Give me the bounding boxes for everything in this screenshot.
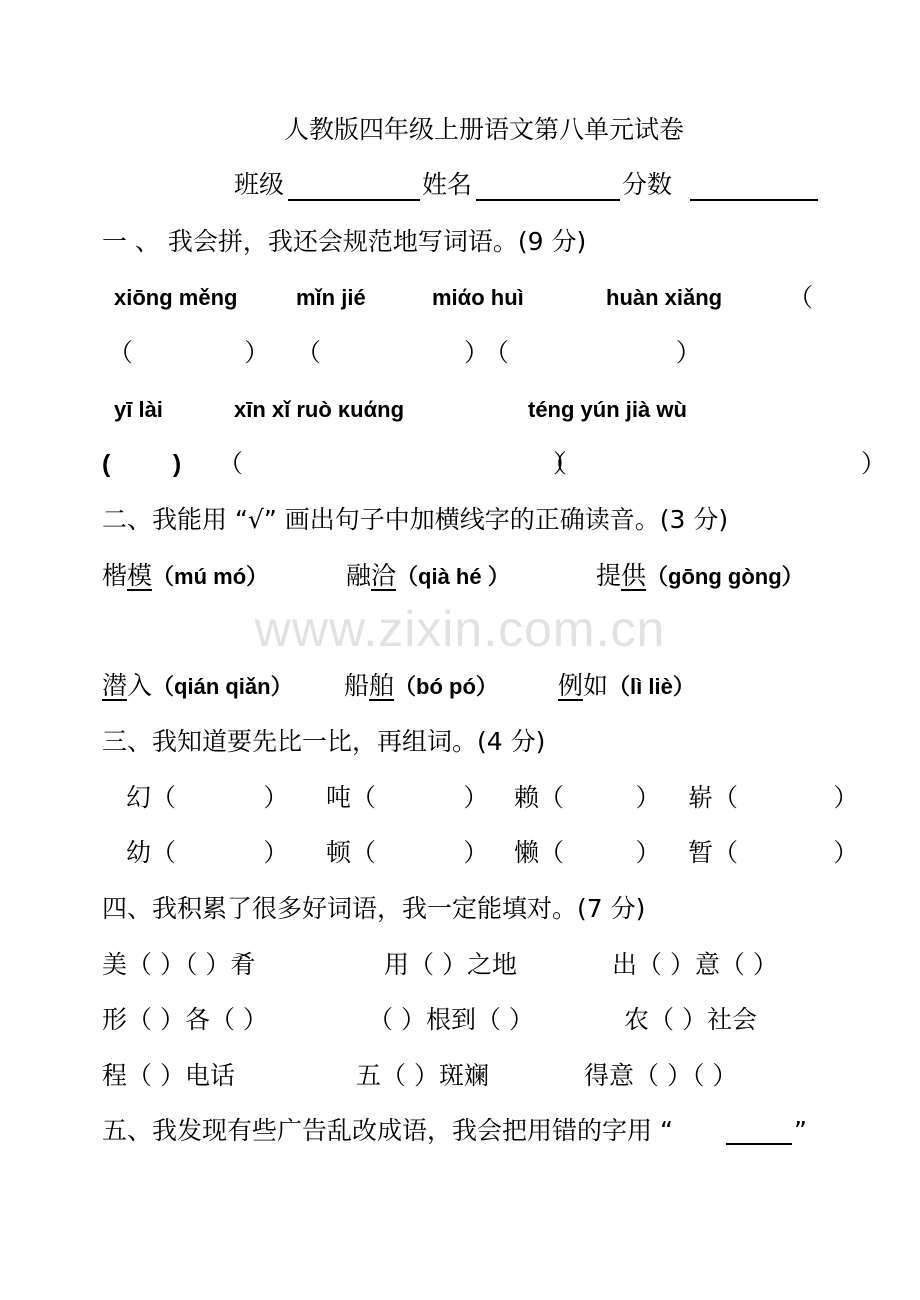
q2-underlined-char: 潜 — [102, 671, 128, 700]
q3-char: 吨 — [326, 783, 352, 812]
answer-box[interactable]: （ ） — [484, 338, 701, 367]
title-line — [0, 110, 920, 150]
name-label: 姓名 — [422, 170, 473, 199]
score-label: 分数 — [622, 170, 673, 199]
q5-heading-tail: ” — [794, 1116, 807, 1145]
q3-char: 暂 — [688, 838, 714, 867]
q2-word-char: 楷 — [102, 561, 128, 590]
pinyin-item: miάo huì — [432, 285, 524, 310]
class-blank[interactable] — [288, 199, 420, 201]
q1-heading-line — [0, 222, 920, 262]
q4-item[interactable]: 五（ ）斑斓 — [356, 1061, 489, 1090]
q1-heading: 一 、 我会拼，我还会规范地写词语。(9 分) — [102, 227, 587, 256]
pinyin-item: xiōng měng — [114, 285, 238, 310]
q1-pinyin-row2 — [0, 390, 920, 430]
q2-item[interactable] — [344, 666, 498, 707]
answer-box[interactable]: （ ） — [296, 338, 490, 367]
student-info-line — [0, 165, 920, 205]
q4-item[interactable]: 得意（ ）（ ） — [584, 1061, 738, 1090]
q3-char: 崭 — [688, 783, 714, 812]
pinyin-item: huàn xiǎng — [606, 285, 723, 310]
q2-heading: 二、我能用 “√” 画出句子中加横线字的正确读音。(3 分) — [102, 505, 729, 534]
q2-underlined-char: 例 — [558, 671, 584, 700]
q3-item[interactable]: 幼（ ） — [126, 838, 289, 867]
q4-item[interactable]: 美（ ）（ ）肴 — [102, 950, 256, 979]
score-blank[interactable] — [690, 199, 818, 201]
q2-pinyin-options: （lì liè） — [608, 674, 695, 699]
q2-pinyin-options: （bó pó） — [394, 674, 498, 699]
q4-item[interactable]: 出（ ）意（ ） — [612, 950, 778, 979]
q1-answer-row2 — [0, 444, 920, 484]
q2-item[interactable] — [596, 556, 804, 597]
q3-item[interactable]: 幻（ ） — [126, 783, 289, 812]
q3-item[interactable]: 暂（ ） — [688, 838, 859, 867]
q3-item[interactable]: 吨（ ） — [326, 783, 489, 812]
q2-word-char: 入 — [127, 671, 153, 700]
q2-underlined-char: 模 — [127, 561, 153, 590]
q1-answer-row1 — [0, 333, 920, 373]
q3-item[interactable]: 赖（ ） — [514, 783, 661, 812]
q2-pinyin-options: （qià hé ） — [396, 564, 510, 589]
q3-char: 幼 — [126, 838, 152, 867]
watermark: www.zixin.com.cn — [254, 601, 666, 657]
q4-row2 — [0, 1000, 920, 1040]
q4-heading-line — [0, 889, 920, 929]
q3-row1 — [0, 778, 920, 818]
q3-item[interactable]: 顿（ ） — [326, 838, 489, 867]
q5-heading: 五、我发现有些广告乱改成语，我会把用错的字用 “ — [102, 1116, 673, 1145]
answer-box[interactable]: （ ） — [542, 449, 887, 478]
q3-row2 — [0, 833, 920, 873]
q4-item[interactable]: 程（ ）电话 — [102, 1061, 235, 1090]
q2-pinyin-options: （mú mó） — [152, 564, 269, 589]
q2-heading-line — [0, 500, 920, 540]
q5-mark-sample — [726, 1143, 792, 1145]
q4-heading: 四、我积累了很多好词语，我一定能填对。(7 分) — [102, 894, 646, 923]
q2-item[interactable] — [346, 556, 510, 597]
pinyin-item: xīn xǐ ruò κuάng — [234, 397, 405, 422]
q2-underlined-char: 洽 — [371, 561, 397, 590]
q3-char: 顿 — [326, 838, 352, 867]
pinyin-item: mǐn jié — [296, 285, 366, 310]
q2-pinyin-options: （gōng gòng） — [646, 564, 804, 589]
q3-heading: 三、我知道要先比一比，再组词。(4 分) — [102, 727, 546, 756]
q2-row2 — [0, 666, 920, 706]
q2-pinyin-options: （qián qiǎn） — [152, 674, 293, 699]
q2-item[interactable] — [102, 666, 293, 707]
answer-box[interactable]: （ ） — [218, 449, 578, 478]
q2-underlined-char: 供 — [621, 561, 647, 590]
q5-heading-line — [0, 1111, 920, 1151]
name-blank[interactable] — [476, 199, 620, 201]
pinyin-item: téng yún jià wù — [528, 397, 687, 422]
q2-item[interactable] — [558, 666, 695, 707]
q2-word-char: 提 — [596, 561, 622, 590]
q2-underlined-char: 舶 — [369, 671, 395, 700]
q3-char: 赖 — [514, 783, 540, 812]
q3-item[interactable]: 崭（ ） — [688, 783, 859, 812]
q2-item[interactable] — [102, 556, 268, 597]
q2-word-char: 如 — [583, 671, 609, 700]
q3-heading-line — [0, 722, 920, 762]
q4-item[interactable]: 农（ ）社会 — [624, 1005, 757, 1034]
q4-row3 — [0, 1056, 920, 1096]
q4-item[interactable]: 用（ ）之地 — [384, 950, 517, 979]
q3-item[interactable]: 懒（ ） — [514, 838, 661, 867]
q2-word-char: 船 — [344, 671, 370, 700]
q3-char: 幻 — [126, 783, 152, 812]
class-label: 班级 — [234, 170, 285, 199]
q3-char: 懒 — [514, 838, 540, 867]
q1-pinyin-row1 — [0, 278, 920, 318]
answer-box[interactable]: （ ） — [108, 338, 270, 367]
q4-item[interactable]: 形（ ）各（ ） — [102, 1005, 268, 1034]
q4-item[interactable]: （ ）根到（ ） — [368, 1005, 534, 1034]
answer-box[interactable]: ( ) — [102, 450, 182, 478]
q4-row1 — [0, 945, 920, 985]
pinyin-item: yī lài — [114, 397, 163, 422]
answer-paren-open: （ — [788, 283, 814, 312]
page-title: 人教版四年级上册语文第八单元试卷 — [284, 115, 685, 144]
q2-word-char: 融 — [346, 561, 372, 590]
q2-row1 — [0, 556, 920, 596]
